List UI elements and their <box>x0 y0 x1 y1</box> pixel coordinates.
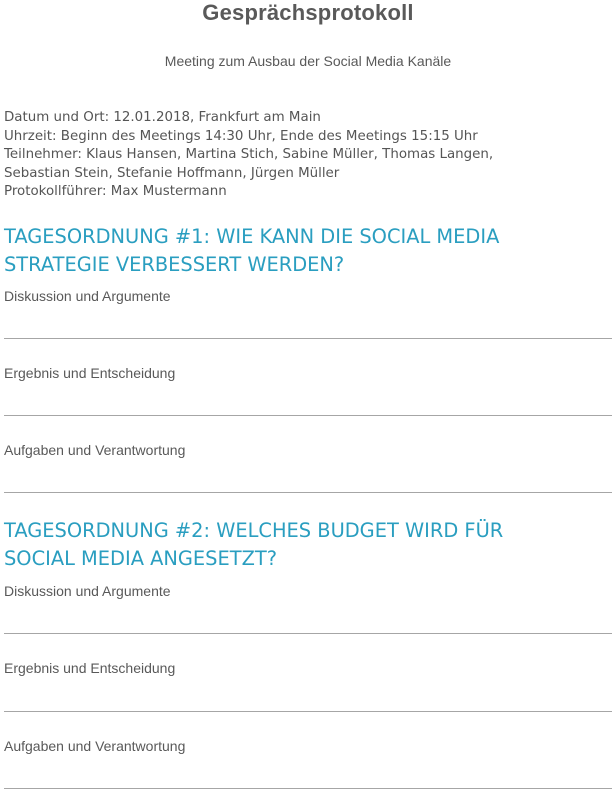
meeting-details <box>4 109 604 202</box>
meeting-minute-taker: Protokollführer: Max Mustermann <box>4 184 227 200</box>
agenda-heading-2 <box>4 517 604 573</box>
agenda-2-result-label: Ergebnis und Entscheidung <box>4 660 176 676</box>
agenda-1-discussion-label: Diskussion und Argumente <box>4 288 171 304</box>
agenda-2-discussion-label: Diskussion und Argumente <box>4 583 171 599</box>
agenda-heading-1-line-1: TAGESORDNUNG #1: WIE KANN DIE SOCIAL MEDIA <box>4 225 500 248</box>
agenda-heading-1 <box>4 223 604 279</box>
document-title: Gesprächsprotokoll <box>202 0 414 25</box>
agenda-1-discussion-rule <box>4 338 612 339</box>
agenda-2-result-rule <box>4 711 612 712</box>
agenda-1-result-label: Ergebnis und Entscheidung <box>4 365 176 381</box>
agenda-1-tasks-rule <box>4 492 612 493</box>
meeting-time: Uhrzeit: Beginn des Meetings 14:30 Uhr, Ende des Meetings 15:15 Uhr <box>4 128 478 144</box>
agenda-heading-2-line-1: TAGESORDNUNG #2: WELCHES BUDGET WIRD FÜR <box>4 519 504 542</box>
agenda-heading-1-line-2: STRATEGIE VERBESSERT WERDEN? <box>4 253 345 276</box>
agenda-1-tasks-label: Aufgaben und Verantwortung <box>4 442 186 458</box>
agenda-1-result-rule <box>4 415 612 416</box>
agenda-2-tasks-rule <box>4 788 612 789</box>
agenda-2-discussion-rule <box>4 633 612 634</box>
document-subtitle: Meeting zum Ausbau der Social Media Kanäle <box>164 53 452 69</box>
meeting-participants: Teilnehmer: Klaus Hansen, Martina Stich, Sabine Müller, Thomas Langen, <box>4 147 494 163</box>
meeting-participants-continued: Sebastian Stein, Stefanie Hoffmann, Jürgen Müller <box>4 165 340 181</box>
meeting-date-location: Datum und Ort: 12.01.2018, Frankfurt am Main <box>4 110 321 125</box>
agenda-heading-2-line-2: SOCIAL MEDIA ANGESETZT? <box>4 547 277 570</box>
agenda-2-tasks-label: Aufgaben und Verantwortung <box>4 738 186 754</box>
